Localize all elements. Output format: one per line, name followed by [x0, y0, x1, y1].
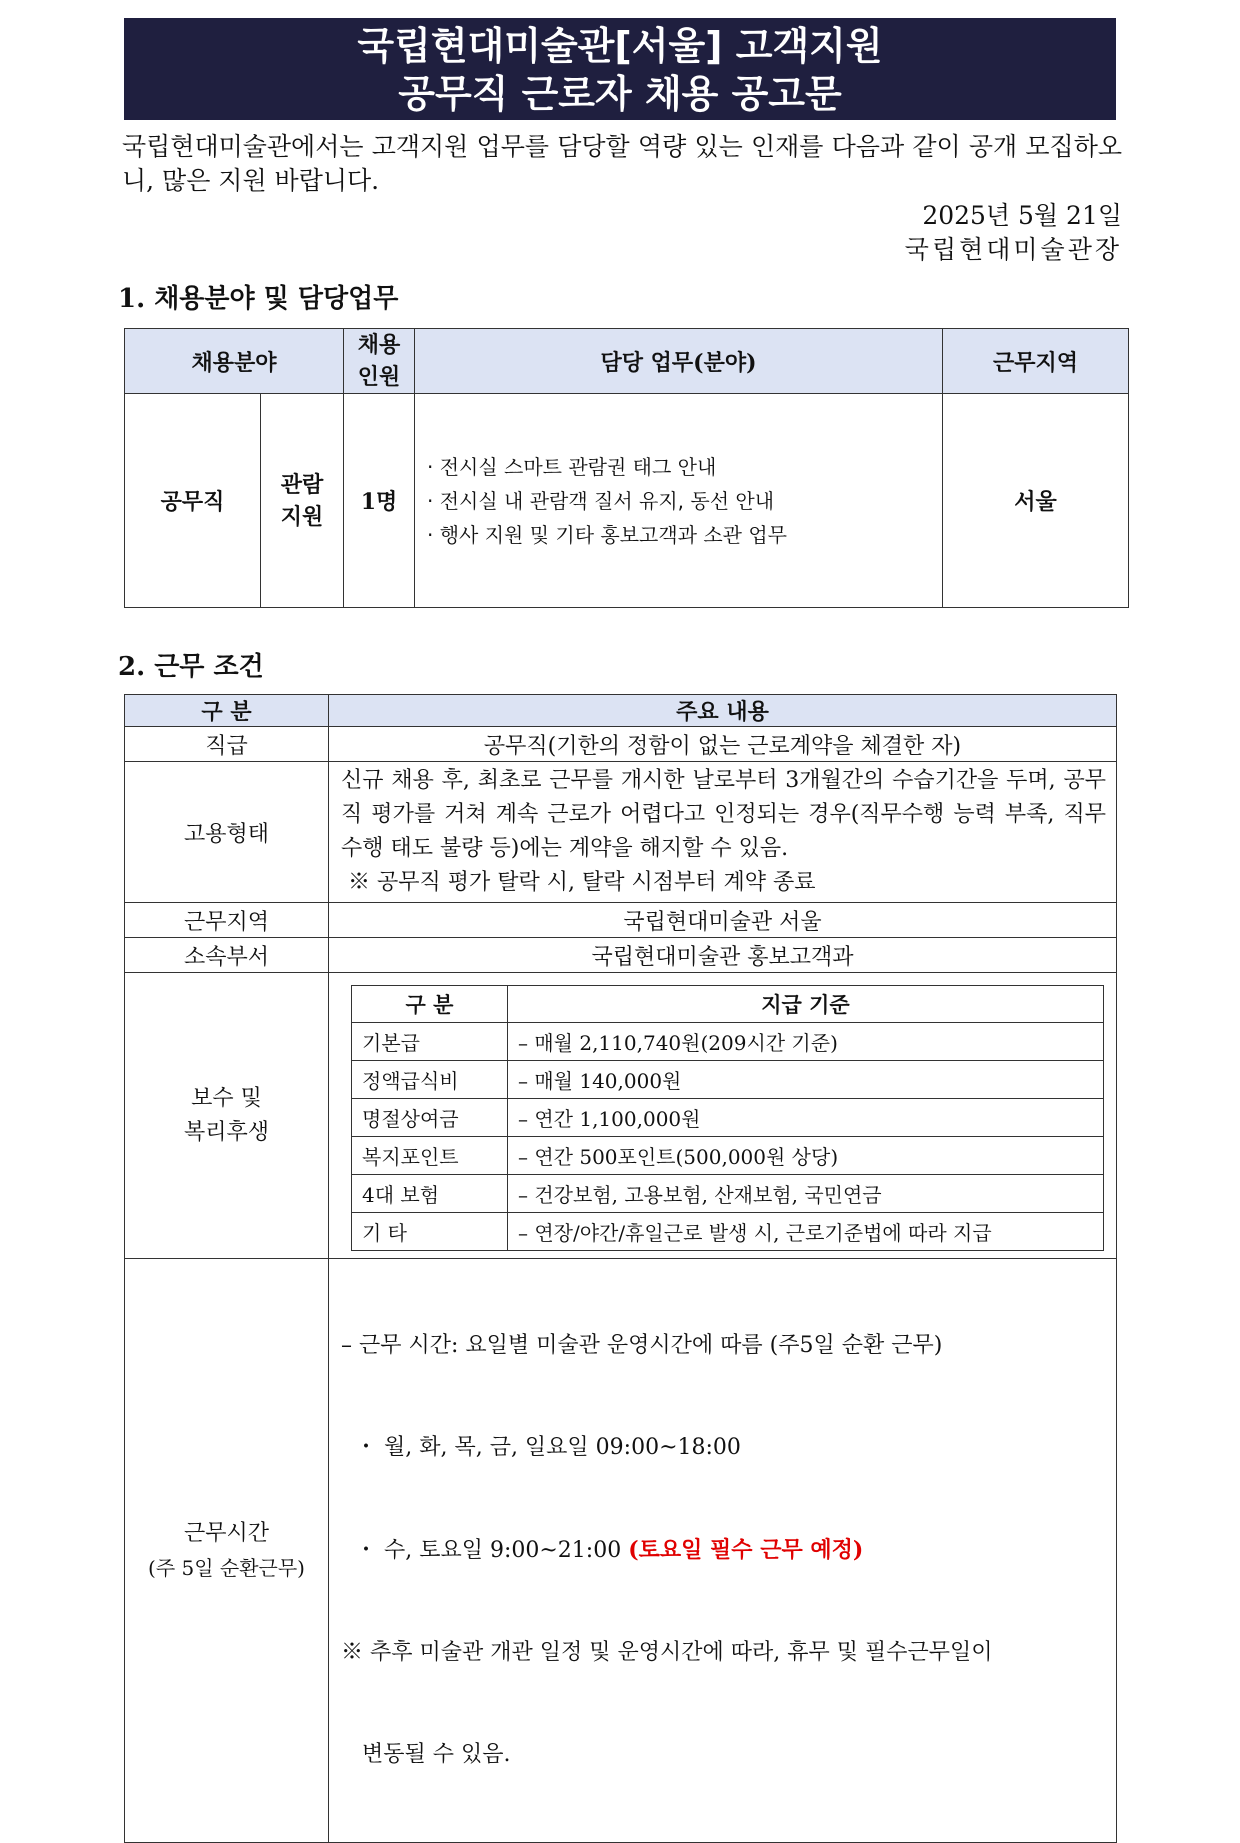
- pay-label: [125, 973, 329, 1259]
- header-field: 채용분야: [125, 329, 344, 394]
- pay-item-label: 기본급: [352, 1023, 508, 1061]
- region-label: 근무지역: [125, 903, 329, 938]
- hours-wed-sat: ・ 수, 토요일 9:00~21:00: [341, 1538, 629, 1563]
- notice-title-box: [124, 18, 1116, 120]
- pay-item-label: 정액급식비: [352, 1061, 508, 1099]
- dept-value: 국립현대미술관 홍보고객과: [329, 938, 1117, 973]
- hours-line: ※ 추후 미술관 개관 일정 및 운영시간에 따라, 휴무 및 필수근무일이: [341, 1640, 993, 1665]
- notice-signer: 국립현대미술관장: [904, 235, 1122, 264]
- pay-header-category: 구 분: [352, 986, 508, 1023]
- pay-table-wrapper: [329, 973, 1116, 1258]
- employment-note: ※ 공무직 평가 탈락 시, 탈락 시점부터 계약 종료: [341, 870, 816, 895]
- hours-line: – 근무 시간: 요일별 미술관 운영시간에 따름 (주5일 순환 근무): [341, 1333, 943, 1358]
- employment-label: 고용형태: [125, 762, 329, 903]
- header-category: 구 분: [125, 695, 329, 727]
- section-2-title: 2. 근무 조건: [118, 652, 264, 682]
- duty-item: · 전시실 스마트 관람권 태그 안내: [427, 454, 717, 479]
- hours-label: [125, 1259, 329, 1843]
- job-subfield: [261, 394, 344, 608]
- job-subfield-line2: 지원: [280, 503, 324, 530]
- job-subfield-line1: 관람: [280, 471, 324, 498]
- hours-line: ・ 월, 화, 목, 금, 일요일 09:00~18:00: [341, 1435, 741, 1460]
- pay-label-line1: 보수 및: [191, 1085, 262, 1111]
- employment-text: 신규 채용 후, 최초로 근무를 개시한 날로부터 3개월간의 수습기간을 두며, 공무직 평가를 거쳐 계속 근로가 어렵다고 인정되는 경우(직무수행 능력 부족, 직무수행 태도 불량 등)에는 계약을 해지할 수 있음.: [341, 768, 1106, 861]
- rank-value: 공무직(기한의 정함이 없는 근로계약을 체결한 자): [329, 727, 1117, 762]
- duty-item: · 행사 지원 및 기타 홍보고객과 소관 업무: [427, 522, 787, 547]
- job-duties: [415, 394, 943, 608]
- pay-item-label: 4대 보험: [352, 1175, 508, 1213]
- pay-item-value: – 매월 140,000원: [508, 1061, 1104, 1099]
- header-region: 근무지역: [943, 329, 1129, 394]
- dept-label: 소속부서: [125, 938, 329, 973]
- region-value: 국립현대미술관 서울: [329, 903, 1117, 938]
- pay-item-value: – 연간 500포인트(500,000원 상당): [508, 1137, 1104, 1175]
- header-count: [344, 329, 415, 394]
- pay-header-criteria: 지급 기준: [508, 986, 1104, 1023]
- header-count-line2: 인원: [357, 364, 401, 390]
- hours-line: [341, 1533, 1106, 1568]
- job-count: 1명: [344, 394, 415, 608]
- pay-item-value: – 매월 2,110,740원(209시간 기준): [508, 1023, 1104, 1061]
- hours-line: 변동될 수 있음.: [341, 1742, 511, 1767]
- pay-item-label: 기 타: [352, 1213, 508, 1251]
- pay-item-value: – 연간 1,100,000원: [508, 1099, 1104, 1137]
- hours-label-line1: 근무시간: [183, 1520, 269, 1546]
- hours-content: [329, 1259, 1117, 1843]
- pay-table: [351, 985, 1104, 1251]
- pay-item-value: – 연장/야간/휴일근로 발생 시, 근로기준법에 따라 지급: [508, 1213, 1104, 1251]
- title-line-2: 공무직 근로자 채용 공고문: [398, 72, 842, 116]
- section-1-title: 1. 채용분야 및 담당업무: [118, 284, 399, 314]
- job-category: 공무직: [125, 394, 261, 608]
- duty-item: · 전시실 내 관람객 질서 유지, 동선 안내: [427, 488, 775, 513]
- pay-item-label: 명절상여금: [352, 1099, 508, 1137]
- pay-item-label: 복지포인트: [352, 1137, 508, 1175]
- pay-label-line2: 복리후생: [183, 1119, 269, 1145]
- job-region: 서울: [943, 394, 1129, 608]
- header-duties: 담당 업무(분야): [415, 329, 943, 394]
- pay-content: [329, 973, 1117, 1259]
- pay-item-value: – 건강보험, 고용보험, 산재보험, 국민연금: [508, 1175, 1104, 1213]
- employment-content: [329, 762, 1117, 903]
- intro-paragraph: 국립현대미술관에서는 고객지원 업무를 담당할 역량 있는 인재를 다음과 같이 공개 모집하오니, 많은 지원 바랍니다.: [122, 132, 1122, 195]
- notice-date: 2025년 5월 21일: [922, 201, 1122, 230]
- rank-label: 직급: [125, 727, 329, 762]
- hours-label-line2: (주 5일 순환근무): [148, 1555, 305, 1580]
- header-count-line1: 채용: [357, 332, 401, 358]
- title-line-1: 국립현대미술관[서울] 고객지원: [357, 24, 883, 68]
- header-content: 주요 내용: [329, 695, 1117, 727]
- recruitment-field-table: [124, 328, 1129, 608]
- saturday-mandatory-note: (토요일 필수 근무 예정): [628, 1537, 864, 1563]
- working-conditions-table: [124, 694, 1117, 1843]
